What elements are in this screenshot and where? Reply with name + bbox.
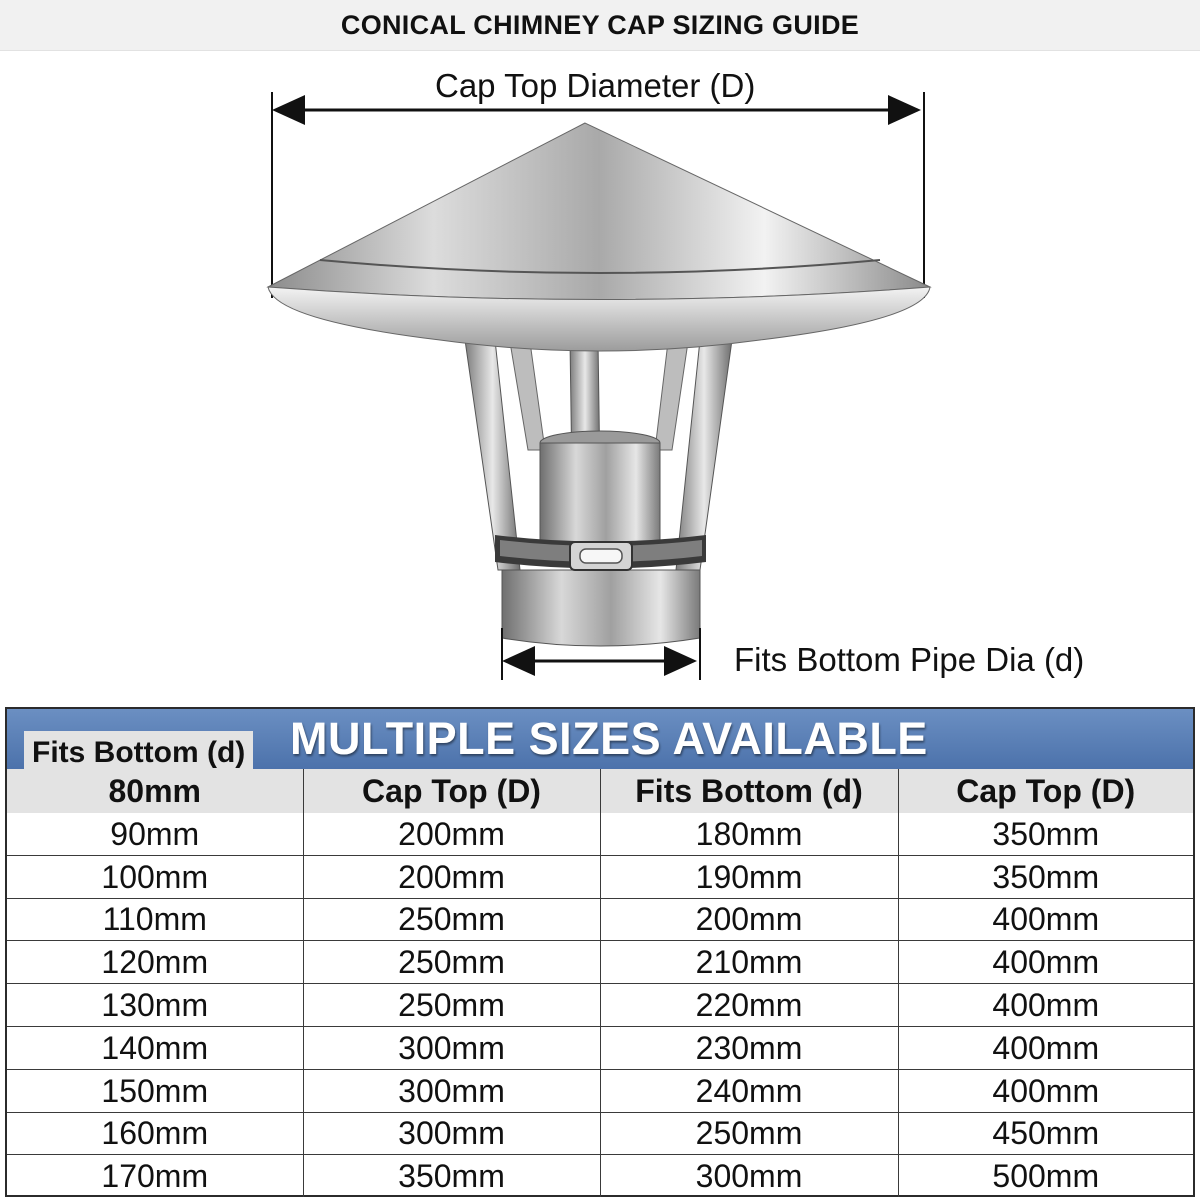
conical-cap [268,123,930,351]
table-cell: 250mm [303,898,600,941]
table-cell: 350mm [898,855,1193,898]
table-cell: 200mm [303,813,600,855]
chimney-cap-illustration [0,50,1200,700]
table-row [7,855,1193,898]
table-cell: 200mm [600,898,898,941]
sizes-table-panel [5,707,1195,1197]
table-cell: 400mm [898,1026,1193,1069]
table-cell: 400mm [898,1069,1193,1112]
table-cell: 200mm [303,855,600,898]
table-cell: 90mm [7,813,303,855]
table-cell: 250mm [303,984,600,1027]
table-row [7,1026,1193,1069]
banner-title: MULTIPLE SIZES AVAILABLE [290,713,928,764]
chimney-cap-diagram [0,50,1200,700]
table-row [7,1069,1193,1112]
table-cell: 170mm [7,1155,303,1197]
header-cell: 80mm [7,769,303,813]
table-cell: 120mm [7,941,303,984]
table-row [7,941,1193,984]
table-cell: 400mm [898,941,1193,984]
table-row [7,1112,1193,1155]
title-bar [0,0,1200,51]
table-cell: 210mm [600,941,898,984]
table-cell: 190mm [600,855,898,898]
header-cell: Cap Top (D) [303,769,600,813]
table-cell: 230mm [600,1026,898,1069]
table-cell: 300mm [303,1026,600,1069]
table-cell: 450mm [898,1112,1193,1155]
cap-top-diameter-label: Cap Top Diameter (D) [435,67,756,104]
page-title: CONICAL CHIMNEY CAP SIZING GUIDE [340,9,860,40]
table-cell: 110mm [7,898,303,941]
table-row [7,984,1193,1027]
table-cell: 300mm [303,1112,600,1155]
table-cell: 350mm [898,813,1193,855]
table-cell: 240mm [600,1069,898,1112]
table-row [7,1155,1193,1197]
table-cell: 140mm [7,1026,303,1069]
table-cell: 400mm [898,984,1193,1027]
table-cell: 300mm [600,1155,898,1197]
table-cell: 150mm [7,1069,303,1112]
table-cell: 500mm [898,1155,1193,1197]
table-row [7,813,1193,855]
first-column-label: Fits Bottom (d) [24,731,253,773]
table-cell: 350mm [303,1155,600,1197]
table-row [7,898,1193,941]
table-cell: 180mm [600,813,898,855]
table-cell: 160mm [7,1112,303,1155]
table-cell: 250mm [600,1112,898,1155]
header-cell: Fits Bottom (d) [600,769,898,813]
table-cell: 130mm [7,984,303,1027]
table-cell: 220mm [600,984,898,1027]
table-cell: 100mm [7,855,303,898]
bottom-pipe-diameter-label: Fits Bottom Pipe Dia (d) [734,641,1085,678]
header-cell: Cap Top (D) [898,769,1193,813]
table-cell: 300mm [303,1069,600,1112]
sizes-table [7,769,1193,1197]
table-header-row [7,769,1193,813]
table-cell: 400mm [898,898,1193,941]
table-cell: 250mm [303,941,600,984]
bottom-pipe [502,431,700,646]
